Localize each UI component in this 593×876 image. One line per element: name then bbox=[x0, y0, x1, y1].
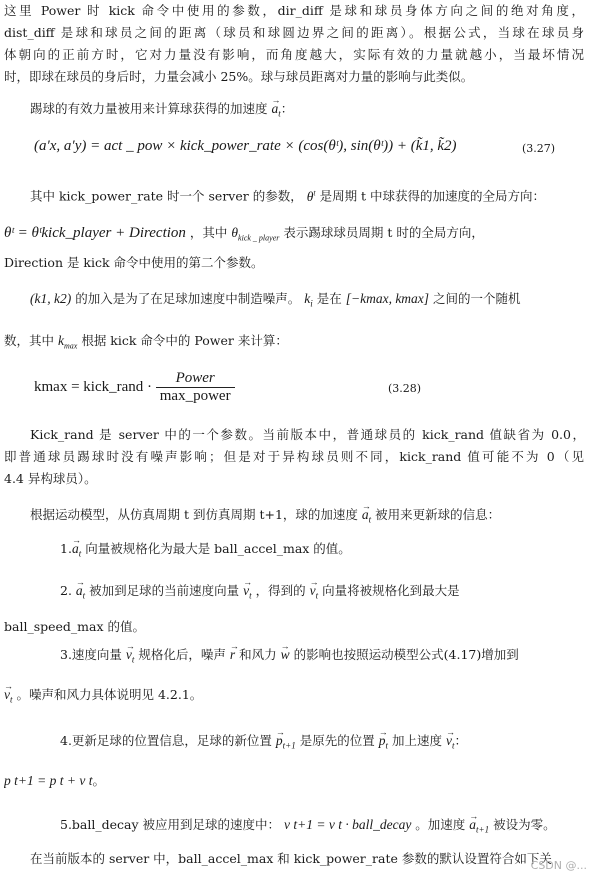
text-span: 是在 bbox=[316, 291, 342, 306]
velocity-symbol: → v bbox=[310, 582, 316, 600]
accel-symbol: → a bbox=[469, 816, 476, 834]
velocity-equation: v t+1 = v t · ball_decay bbox=[284, 817, 412, 832]
text-span: 根据运动模型，从仿真周期 t 到仿真周期 t+1，球的加速度 bbox=[30, 507, 358, 522]
paragraph-line: 体朝向的正前方时，它对力量没有影响，而角度越大，实际有效的力量就越小，当最坏情况 bbox=[4, 47, 584, 62]
position-equation: p t+1 = p t + v t。 bbox=[4, 773, 105, 788]
fraction bbox=[156, 370, 235, 405]
velocity-symbol: → v bbox=[4, 686, 10, 704]
accel-symbol: → a bbox=[76, 582, 83, 600]
velocity-symbol: → v bbox=[126, 646, 132, 664]
text-span: 之间的一个随机 bbox=[433, 291, 521, 306]
step-3: 3.速度向量 → $v_t$ 规格化后，噪声 → r 和风力 → w 的影响也按照运动模型公式(4.17)增加到 bbox=[60, 646, 580, 669]
paragraph-line: ball_speed_max 的值。 bbox=[4, 619, 145, 634]
paragraph-line bbox=[4, 332, 584, 356]
position-symbol: → p bbox=[276, 732, 283, 750]
range-symbol: [−kmax, kmax] bbox=[345, 291, 430, 306]
velocity-symbol: → v bbox=[446, 732, 452, 750]
paragraph-line: 根据运动模型，从仿真周期 t 到仿真周期 t+1，球的加速度 → $a_t$ 被用来更新球的信息： bbox=[30, 506, 585, 529]
fraction-denominator: max_power bbox=[159, 388, 231, 404]
accel-symbol: → a bbox=[72, 540, 79, 558]
text-span: 是周期 t 中球获得的加速度的全局方向： bbox=[319, 188, 546, 204]
paragraph-line: dist_diff 是球和球员之间的距离（球员和球圆边界之间的距离）。根据公式，当球在球员身 bbox=[4, 25, 584, 40]
theta-kick-symbol: $\theta_{kick \_ player}$ bbox=[231, 225, 280, 243]
paragraph-line: Kick_rand 是 server 中的一个参数。当前版本中，普通球员的 kick_rand 值缺省为 0.0， bbox=[30, 427, 585, 442]
text-span: 根据 kick 命令中的 Power 来计算： bbox=[81, 333, 288, 348]
k-i-symbol: ~ k bbox=[304, 290, 310, 308]
text-span: 的加入是为了在足球加速度中制造噪声。 bbox=[75, 291, 301, 306]
paragraph-line: 这里 Power 时 kick 命令中使用的参数，dir_diff 是球和球员身体方向之间的绝对角度， bbox=[4, 3, 584, 18]
accel-symbol: → a bbox=[362, 506, 369, 524]
paragraph-line bbox=[30, 184, 585, 206]
step-2: 2. → $a_t$ 被加到足球的当前速度向量 → $v_t$ ，得到的 → $v_t$ 向量将被规格化到最大是 bbox=[60, 582, 580, 605]
theta-symbol: $\theta^t$ bbox=[306, 188, 316, 204]
paragraph-line: 时，即球在球员的身后时，力量会减小 25%。球与球员距离对力量的影响与此类似。 bbox=[4, 69, 474, 84]
text-span: 踢球的有效力量被用来计算球获得的加速度 bbox=[30, 101, 268, 116]
fraction-numerator: Power bbox=[156, 370, 235, 388]
text-span: ，其中 bbox=[189, 225, 228, 240]
equation-3-27: (a′x, a′y) = act _ pow × kick_power_rate × (cos(θᵗ), sin(θᵗ)) + (k̃1, k̃2) bbox=[34, 138, 457, 154]
paragraph-line: → $v_t$ 。噪声和风力具体说明见 4.2.1。 bbox=[4, 686, 584, 709]
k-max-symbol: $k_{max}$ bbox=[58, 333, 78, 351]
accel-symbol: → a bbox=[272, 100, 279, 118]
paragraph-line: Direction 是 kick 命令中使用的第二个参数。 bbox=[4, 255, 264, 270]
paragraph-line: 即普通球员踢球时没有噪声影响；但是对于异构球员则不同，kick_rand 值可能不为 0（见 bbox=[4, 449, 584, 464]
equation-number: (3.28) bbox=[388, 382, 422, 395]
paragraph-line bbox=[4, 222, 584, 244]
text-span: 数，其中 bbox=[4, 333, 55, 348]
step-4: 4.更新足球的位置信息，足球的新位置 → $p_{t+1}$ 是原先的位置 → $p_t$ 加上速度 → $v_t$： bbox=[60, 732, 580, 755]
step-1: $1.\to a_t$ 向量被规格化为最大是 ball_accel_max 的值。 bbox=[60, 540, 580, 563]
velocity-symbol: → v bbox=[243, 582, 249, 600]
step-5: 5.ball_decay 被应用到足球的速度中： v t+1 = v t · ball_decay 。加速度 → $a_{t+1}$ 被设为零。 bbox=[60, 816, 580, 839]
paragraph-line: 在当前版本的 server 中，ball_accel_max 和 kick_power_rate 参数的默认设置符合如下关 bbox=[30, 851, 552, 866]
text-span: 被用来更新球的信息： bbox=[375, 507, 501, 522]
text-span: 表示踢球球员周期 t 时的全局方向， bbox=[283, 225, 484, 240]
equation-3-28 bbox=[34, 370, 235, 405]
theta-equation: θᵗ = θᵗkick_player + Direction bbox=[4, 225, 186, 241]
paragraph-line: 踢球的有效力量被用来计算球获得的加速度 → $a_t$： bbox=[30, 100, 585, 123]
noise-symbol: → r bbox=[230, 646, 235, 664]
text-span: 其中 kick_power_rate 时一个 server 的参数， bbox=[30, 188, 303, 204]
watermark: CSDN @... bbox=[530, 859, 587, 872]
equation-number: (3.27) bbox=[522, 142, 556, 155]
noise-vector-symbol: (k1, k2) bbox=[30, 291, 72, 306]
wind-symbol: → w bbox=[281, 646, 290, 664]
equation-lhs: kmax = kick_rand · bbox=[34, 378, 153, 395]
paragraph-line: 4.4 异构球员）。 bbox=[4, 471, 97, 486]
paragraph-line: (k1, k2) 的加入是为了在足球加速度中制造噪声。 ~ $k_i$ 是在 [−kmax, kmax] 之间的一个随机 bbox=[30, 290, 585, 313]
position-symbol: → p bbox=[379, 732, 386, 750]
subscript: t bbox=[278, 108, 281, 119]
